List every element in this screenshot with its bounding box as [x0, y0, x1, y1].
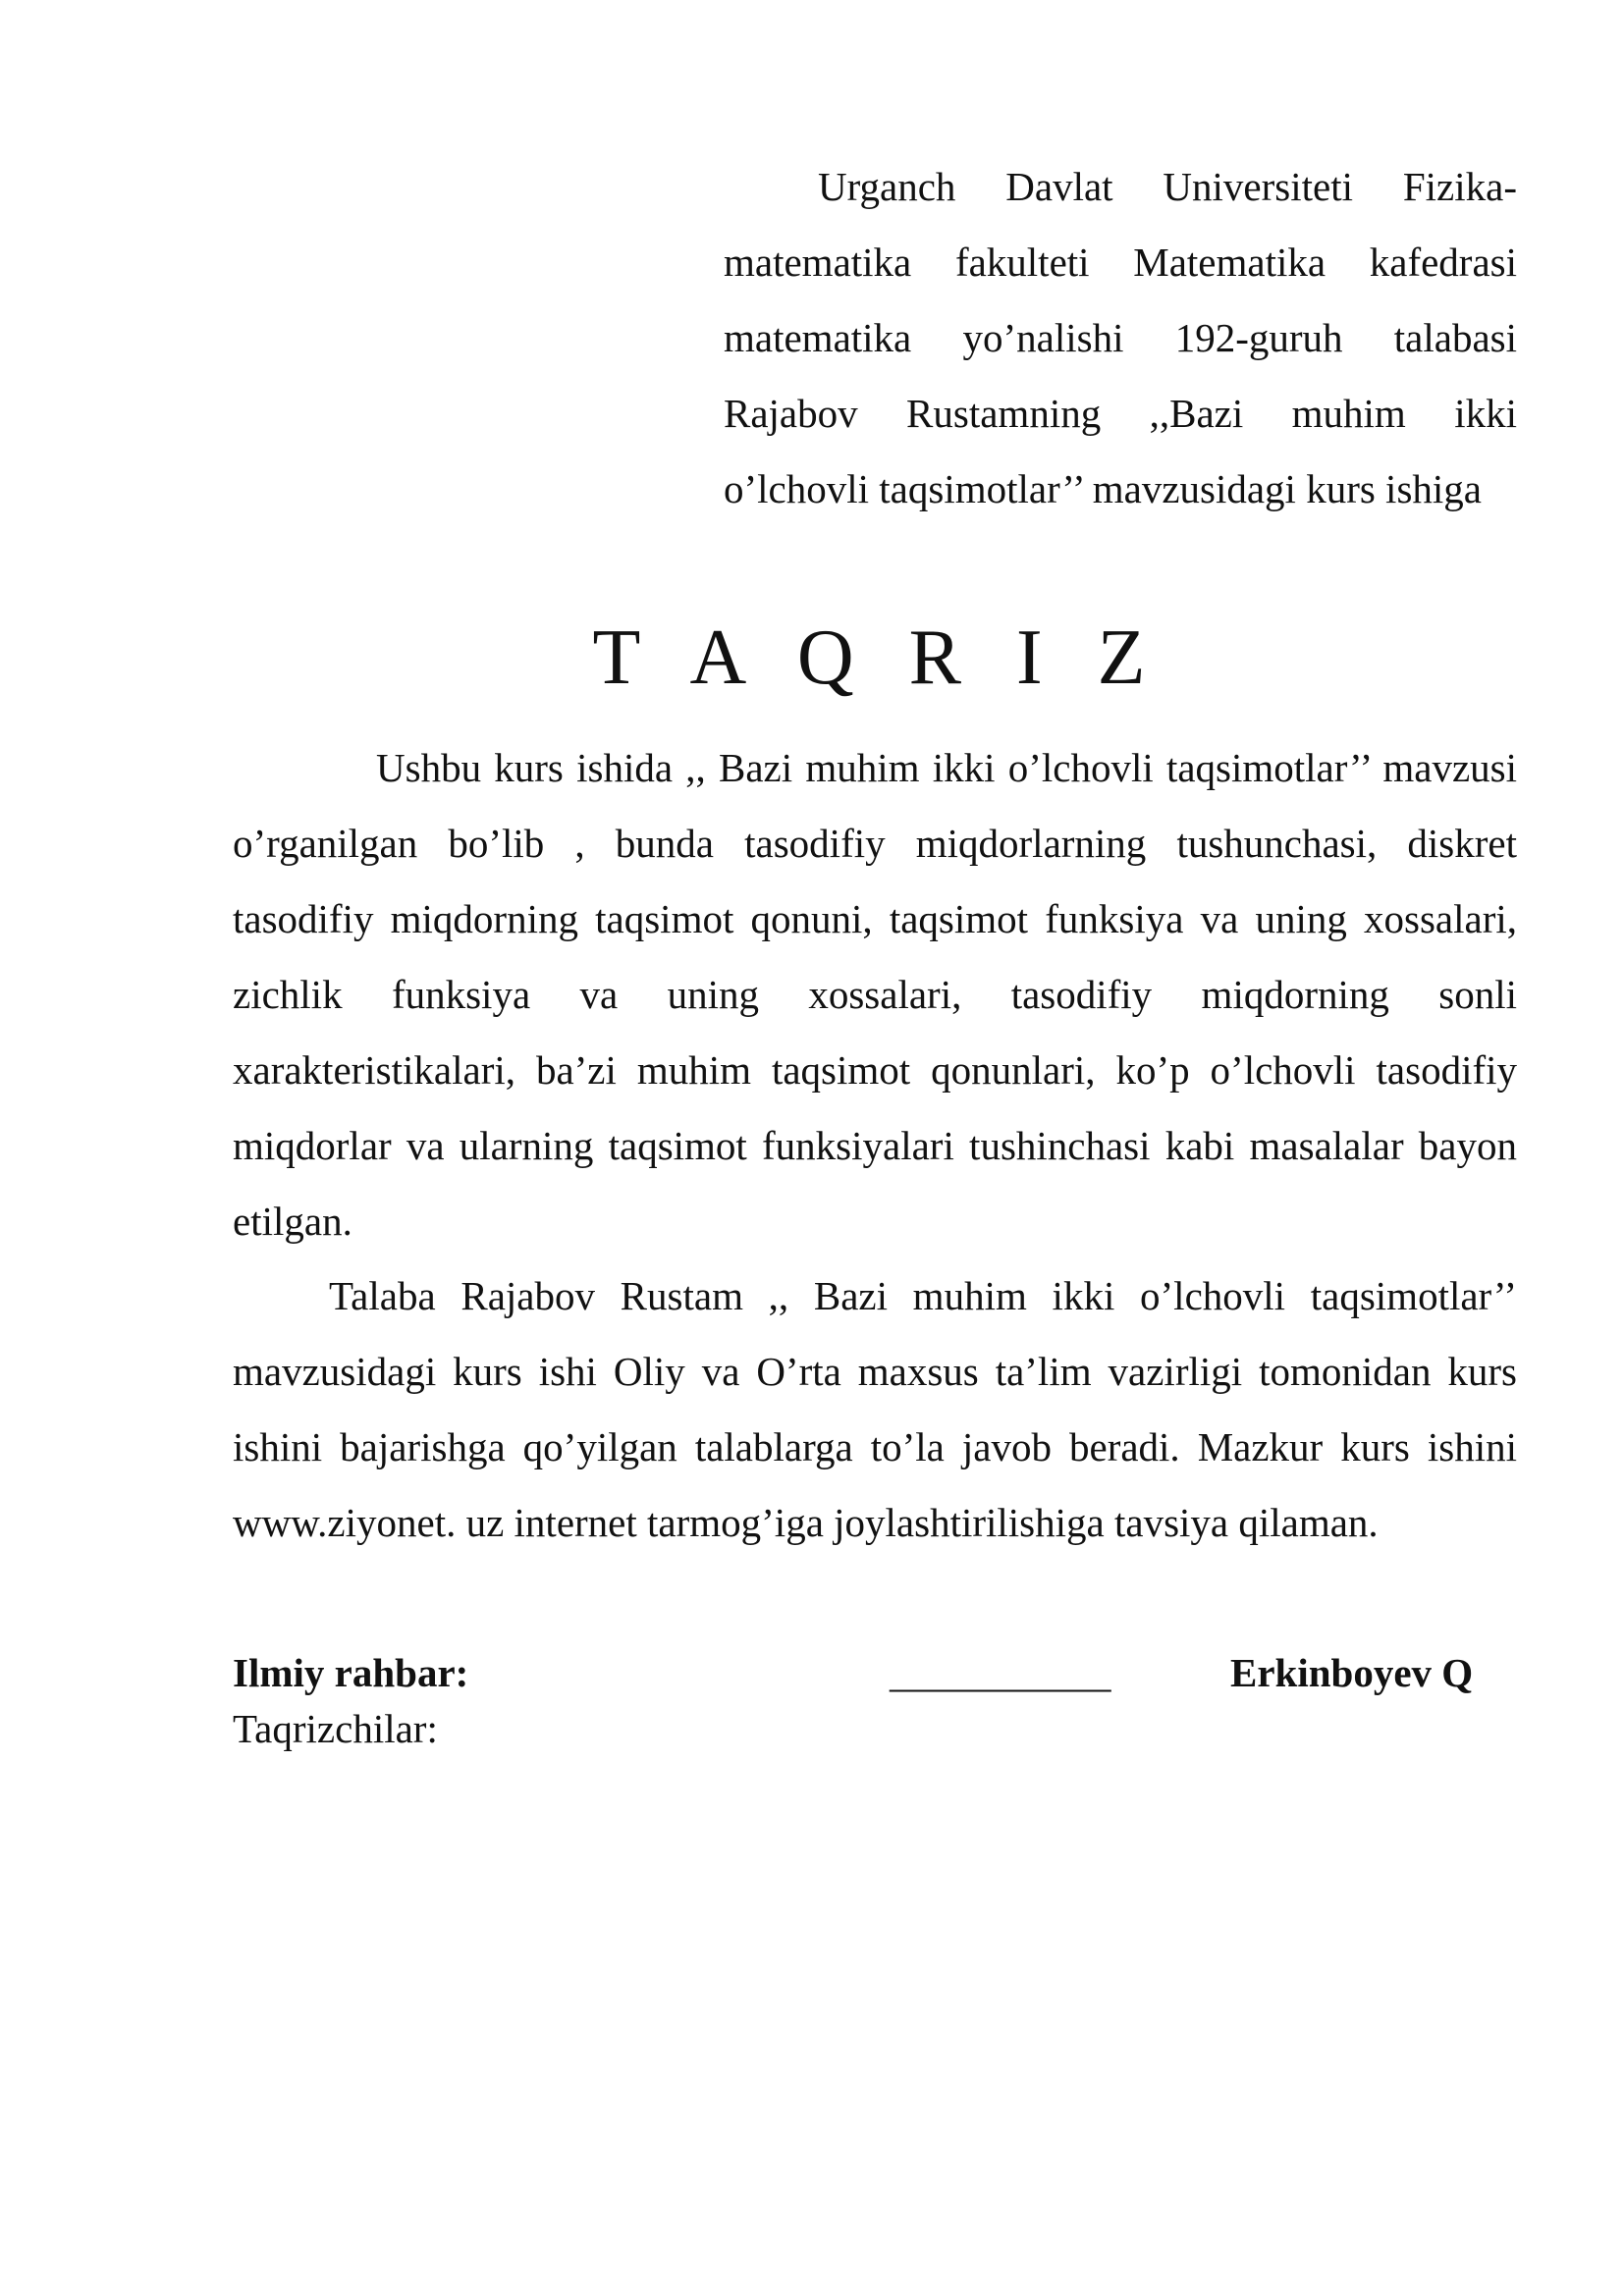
- document-title: T A Q R I Z: [592, 614, 1164, 701]
- reviewers-label: Taqrizchilar:: [233, 1706, 438, 1751]
- body-paragraph-2: Talaba Rajabov Rustam ,, Bazi muhim ikki o’lchovli taqsimotlar’’ mavzusidagi kurs ishi Oliy va O’rta maxsus ta’lim vazirligi tomonidan kurs ishini bajarishga qo’yilgan talablarga to’la javob beradi. Mazkur kurs ishini www.ziyonet. uz internet tarmog’iga joylashtirilishiga tavsiya qilaman.: [233, 1273, 1517, 1545]
- body-paragraph-1: Ushbu kurs ishida ,, Bazi muhim ikki o’lchovli taqsimotlar’’ mavzusi o’rganilgan bo’lib , bunda tasodifiy miqdorlarning tushunchasi, diskret tasodifiy miqdorning taqsimot qonuni, taqsimot funksiya va uning xossalari, zichlik funksiya va uning xossalari, tasodifiy miqdorning sonli xarakteristikalari, ba’zi muhim taqsimot qonunlari, ko’p o’lchovli tasodifiy miqdorlar va ularning taqsimot funksiyalari tushinchasi kabi masalalar bayon etilgan.: [233, 745, 1517, 1244]
- supervisor-label: Ilmiy rahbar:: [233, 1650, 469, 1695]
- signature-row: [233, 1649, 1517, 1708]
- addressee-block: Urganch Davlat Universiteti Fizika-matematika fakulteti Matematika kafedrasi matematika yo’nalishi 192-guruh talabasi Rajabov Rustamning ,,Bazi muhim ikki o’lchovli taqsimotlar’’ mavzusidagi kurs ishiga: [724, 164, 1517, 511]
- supervisor-name: Erkinboyev Q: [1230, 1650, 1474, 1695]
- signature-line: ___________: [890, 1650, 1111, 1695]
